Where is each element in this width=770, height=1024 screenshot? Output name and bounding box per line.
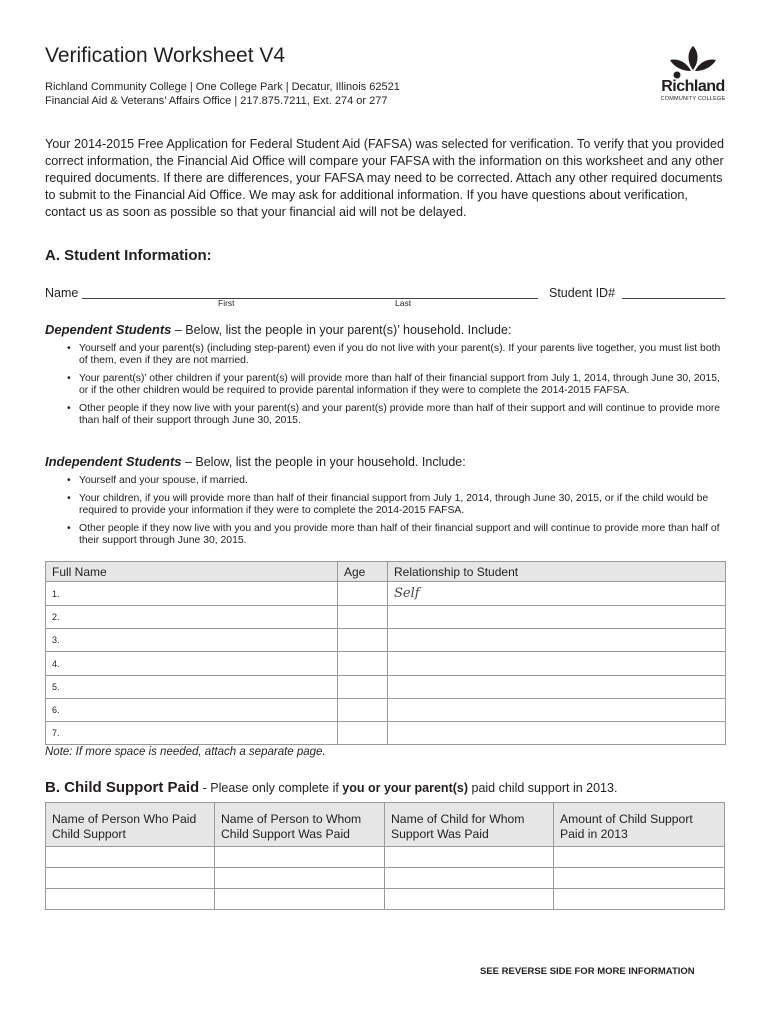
table-row	[46, 606, 726, 629]
relationship-cell[interactable]	[388, 652, 726, 676]
section-b-heading: B. Child Support Paid	[45, 779, 200, 796]
table-row	[46, 676, 726, 699]
list-item: • Yourself and your spouse, if married.	[64, 475, 726, 487]
amount-cell[interactable]	[554, 868, 725, 889]
first-name-caption: First	[218, 298, 235, 308]
child-support-table	[45, 802, 725, 910]
footer-note: SEE REVERSE SIDE FOR MORE INFORMATION	[480, 966, 695, 977]
age-cell[interactable]	[338, 629, 388, 652]
table-row	[46, 582, 726, 606]
household-table	[45, 561, 726, 745]
recipient-cell[interactable]	[215, 889, 385, 910]
relationship-header: Relationship to Student	[388, 562, 726, 582]
age-cell[interactable]	[338, 699, 388, 722]
dependent-lead: – Below, list the people in your parent(s)’ household. Include:	[171, 323, 512, 337]
address-line: Richland Community College | One College Park | Decatur, Illinois 62521	[45, 81, 400, 93]
age-cell[interactable]	[338, 652, 388, 676]
amount-cell[interactable]	[554, 889, 725, 910]
table-row	[46, 868, 725, 889]
independent-list	[64, 475, 726, 553]
richland-logo	[660, 44, 726, 104]
dependent-list	[64, 343, 726, 433]
child-cell[interactable]	[385, 847, 554, 868]
payer-header: Name of Person Who Paid Child Support	[46, 803, 215, 847]
table-note: Note: If more space is needed, attach a separate page.	[45, 746, 326, 758]
relationship-cell[interactable]	[388, 722, 726, 745]
full-name-cell[interactable]: 4.	[46, 652, 338, 676]
recipient-cell[interactable]	[215, 868, 385, 889]
full-name-cell[interactable]: 7.	[46, 722, 338, 745]
age-header: Age	[338, 562, 388, 582]
full-name-cell[interactable]: 5.	[46, 676, 338, 699]
dependent-title: Dependent Students	[45, 322, 172, 337]
student-id-label: Student ID#	[549, 286, 616, 300]
payer-cell[interactable]	[46, 889, 215, 910]
page-title: Verification Worksheet V4	[45, 44, 286, 67]
table-header-row	[46, 803, 725, 847]
list-item: • Your children, if you will provide more than half of their financial support from July 1, 2014, through June 30, 2015, or if the child would be required to provide your information if they were to complete the 2014-2015 FAFSA.	[64, 493, 726, 517]
full-name-header: Full Name	[46, 562, 338, 582]
full-name-cell[interactable]: 6.	[46, 699, 338, 722]
age-cell[interactable]	[338, 676, 388, 699]
table-row	[46, 889, 725, 910]
relationship-cell[interactable]: Self	[388, 582, 726, 606]
list-item: • Yourself and your parent(s) (including step-parent) even if you do not live with your parent(s). If your parents live together, you must list both of them, even if they are not married.	[64, 343, 726, 367]
table-row	[46, 847, 725, 868]
age-cell[interactable]	[338, 722, 388, 745]
table-row	[46, 629, 726, 652]
recipient-cell[interactable]	[215, 847, 385, 868]
full-name-cell[interactable]: 2.	[46, 606, 338, 629]
relationship-cell[interactable]	[388, 606, 726, 629]
child-cell[interactable]	[385, 868, 554, 889]
amount-header: Amount of Child Support Paid in 2013	[554, 803, 725, 847]
full-name-cell[interactable]: 3.	[46, 629, 338, 652]
full-name-cell[interactable]: 1.	[46, 582, 338, 606]
table-row	[46, 699, 726, 722]
dependent-heading	[45, 322, 511, 337]
payer-cell[interactable]	[46, 847, 215, 868]
table-row	[46, 722, 726, 745]
section-b-lead: - Please only complete if	[199, 781, 343, 795]
student-id-field[interactable]	[622, 298, 725, 299]
independent-heading	[45, 454, 466, 469]
independent-lead: – Below, list the people in your household. Include:	[181, 455, 466, 469]
name-label: Name	[45, 286, 79, 300]
relationship-cell[interactable]	[388, 676, 726, 699]
age-cell[interactable]	[338, 606, 388, 629]
list-item: • Other people if they now live with you and you provide more than half of their financial support and will continue to provide more than half of their support through June 30, 2015.	[64, 523, 726, 547]
payer-cell[interactable]	[46, 868, 215, 889]
leaf-icon	[660, 44, 726, 80]
last-name-caption: Last	[395, 298, 412, 308]
office-line: Financial Aid & Veterans’ Affairs Office | 217.875.7211, Ext. 274 or 277	[45, 95, 388, 107]
amount-cell[interactable]	[554, 847, 725, 868]
section-b-heading-line	[45, 779, 617, 796]
table-header-row	[46, 562, 726, 582]
table-row	[46, 652, 726, 676]
list-item: • Your parent(s)’ other children if your parent(s) will provide more than half of their financial support from July 1, 2014, through June 30, 2015, or if the other children would be required to provide parental information if they were to complete the 2014-2015 FAFSA.	[64, 373, 726, 397]
independent-title: Independent Students	[45, 454, 182, 469]
relationship-cell[interactable]	[388, 629, 726, 652]
name-field[interactable]	[82, 298, 538, 299]
section-b-lead-end: paid child support in 2013.	[468, 781, 618, 795]
child-cell[interactable]	[385, 889, 554, 910]
section-a-heading: A. Student Information:	[45, 247, 212, 264]
list-item: • Other people if they now live with your parent(s) and your parent(s) provide more than half of their support and will continue to provide more than half of their support through June 30, 2015.	[64, 403, 726, 427]
section-b-lead-bold: you or your parent(s)	[342, 781, 469, 795]
relationship-cell[interactable]	[388, 699, 726, 722]
logo-wordmark: Richland	[661, 78, 725, 95]
logo-subtitle: COMMUNITY COLLEGE	[660, 96, 726, 102]
age-cell[interactable]	[338, 582, 388, 606]
intro-paragraph: Your 2014-2015 Free Application for Federal Student Aid (FAFSA) was selected for verification. To verify that you provided correct information, the Financial Aid Office will compare your FAFSA with the information on this worksheet and any other required documents. If there are differences, your FAFSA may need to be corrected. Attach any other required documents to submit to the Financial Aid Office. We may ask for additional information. If you have questions about verification, contact us as soon as possible so that your financial aid will not be delayed.	[45, 137, 725, 219]
child-header: Name of Child for Whom Support Was Paid	[385, 803, 554, 847]
recipient-header: Name of Person to Whom Child Support Was Paid	[215, 803, 385, 847]
